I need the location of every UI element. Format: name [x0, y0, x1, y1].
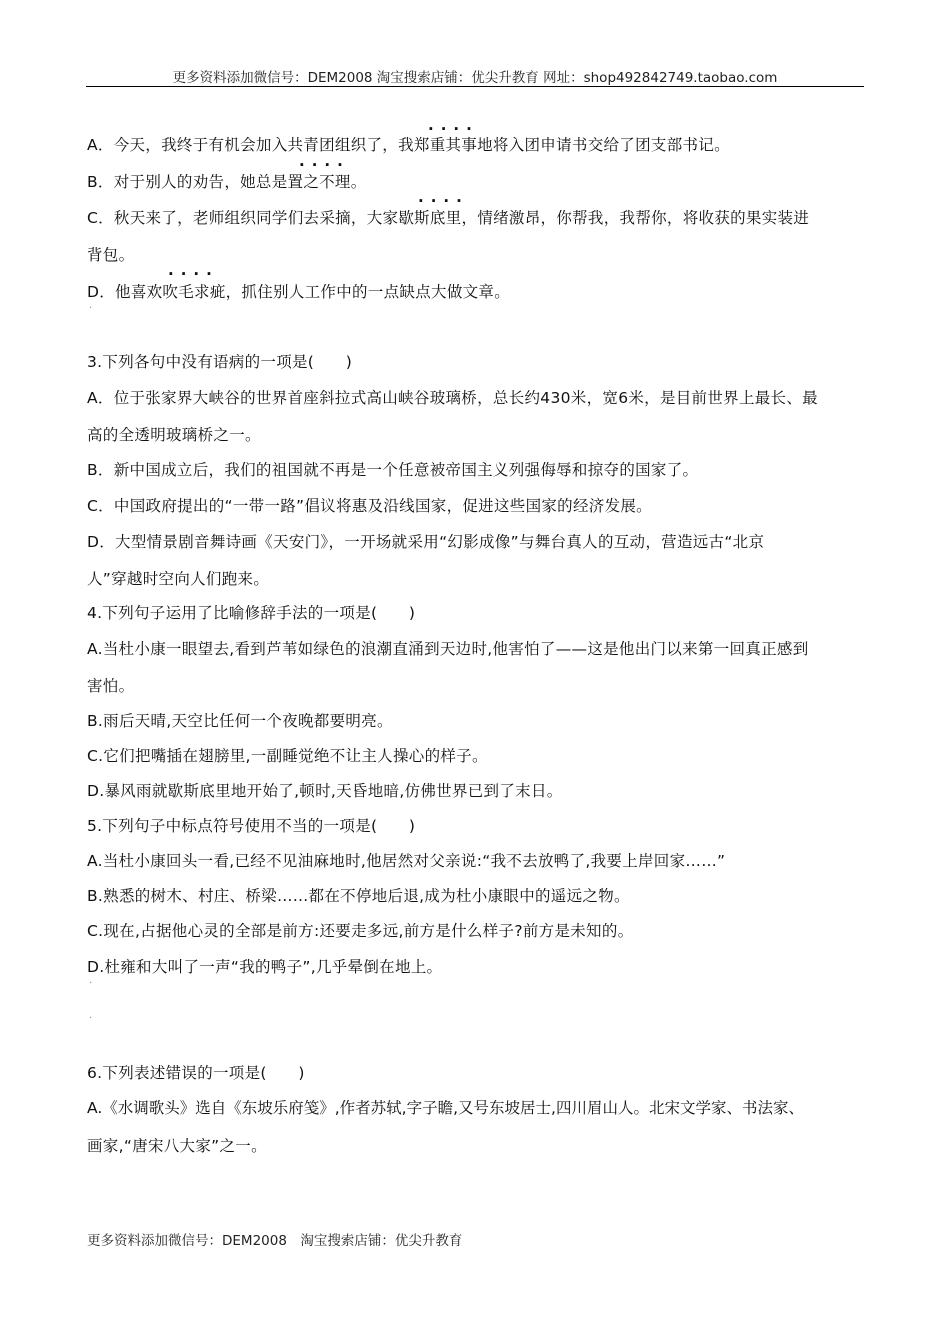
option-a-q3-cont: 高的全透明玻璃桥之一。: [87, 426, 261, 444]
option-c-q2: C．秋天来了，老师组织同学们去采摘，大家歇斯底里，情绪激昂，你帮我，我帮你，将收获的果实装进: [87, 209, 810, 227]
emphasis-dots-zhizhibuli: ····: [299, 156, 350, 174]
option-d-q3: D．大型情景剧音舞诗画《天安门》，一开场就采用“幻影成像”与舞台真人的互动，营造远古“北京: [87, 533, 765, 551]
option-a-q5: A.当杜小康回头一看,已经不见油麻地时,他居然对父亲说:“我不去放鸭了,我要上岸回家……”: [87, 852, 726, 870]
question-3: 3.下列各句中没有语病的一项是( ): [87, 353, 353, 371]
option-c-q3: C．中国政府提出的“一带一路”倡议将惠及沿线国家，促进这些国家的经济发展。: [87, 497, 652, 515]
option-a-q6: A.《水调歌头》选自《东坡乐府笺》,作者苏轼,字子瞻,又号东坡居士,四川眉山人。北宋文学家、书法家、: [87, 1099, 804, 1117]
paragraph-mark: ·: [89, 303, 93, 314]
option-d-q4: D.暴风雨就歇斯底里地开始了,顿时,天昏地暗,仿佛世界已到了末日。: [87, 782, 563, 800]
paragraph-mark: ·: [89, 1013, 93, 1024]
option-a-q3: A．位于张家界大峡谷的世界首座斜拉式高山峡谷玻璃桥，总长约430米，宽6米，是目前世界上最长、最: [87, 389, 818, 407]
page-footer: 更多资料添加微信号：DEM2008 淘宝搜索店铺：优尖升教育: [87, 1233, 463, 1249]
option-b-q5: B.熟悉的树木、村庄、桥梁……都在不停地后退,成为杜小康眼中的遥远之物。: [87, 887, 630, 905]
emphasis-dots-zhengzhongqishi: ····: [428, 120, 479, 138]
question-6: 6.下列表述错误的一项是( ): [87, 1064, 305, 1082]
emphasis-dots-xiesidili: ····: [418, 192, 469, 210]
question-4: 4.下列句子运用了比喻修辞手法的一项是( ): [87, 604, 416, 622]
page-header: 更多资料添加微信号：DEM2008 淘宝搜索店铺：优尖升教育 网址：shop492842749.taobao.com: [172, 70, 778, 86]
emphasis-dots-chuimaoqiuci: ····: [168, 265, 219, 283]
option-b-q3: B．新中国成立后，我们的祖国就不再是一个任意被帝国主义列强侮辱和掠夺的国家了。: [87, 461, 699, 479]
option-a-q6-cont: 画家,“唐宋八大家”之一。: [87, 1137, 267, 1155]
option-c-q4: C.它们把嘴插在翅膀里,一副睡觉绝不让主人操心的样子。: [87, 747, 488, 765]
header-rule: [86, 86, 864, 87]
option-c-q5: C.现在,占据他心灵的全部是前方:还要走多远,前方是什么样子?前方是未知的。: [87, 922, 634, 940]
option-b-q4: B.雨后天晴,天空比任何一个夜晚都要明亮。: [87, 712, 393, 730]
option-b-q2: B．对于别人的劝告，她总是置之不理。: [87, 173, 367, 191]
option-d-q3-cont: 人”穿越时空向人们跑来。: [87, 570, 270, 588]
option-d-q2: D．他喜欢吹毛求疵，抓住别人工作中的一点缺点大做文章。: [87, 283, 511, 301]
option-d-q5: D.杜雍和大叫了一声“我的鸭子”,几乎晕倒在地上。: [87, 958, 443, 976]
question-5: 5.下列句子中标点符号使用不当的一项是( ): [87, 817, 416, 835]
option-a-q2: A．今天，我终于有机会加入共青团组织了，我郑重其事地将入团申请书交给了团支部书记。: [87, 136, 730, 154]
option-c-q2-cont: 背包。: [87, 246, 135, 264]
option-a-q4-cont: 害怕。: [87, 677, 135, 695]
option-a-q4: A.当杜小康一眼望去,看到芦苇如绿色的浪潮直涌到天边时,他害怕了——这是他出门以来第一回真正感到: [87, 640, 809, 658]
paragraph-mark: ·: [89, 978, 93, 989]
